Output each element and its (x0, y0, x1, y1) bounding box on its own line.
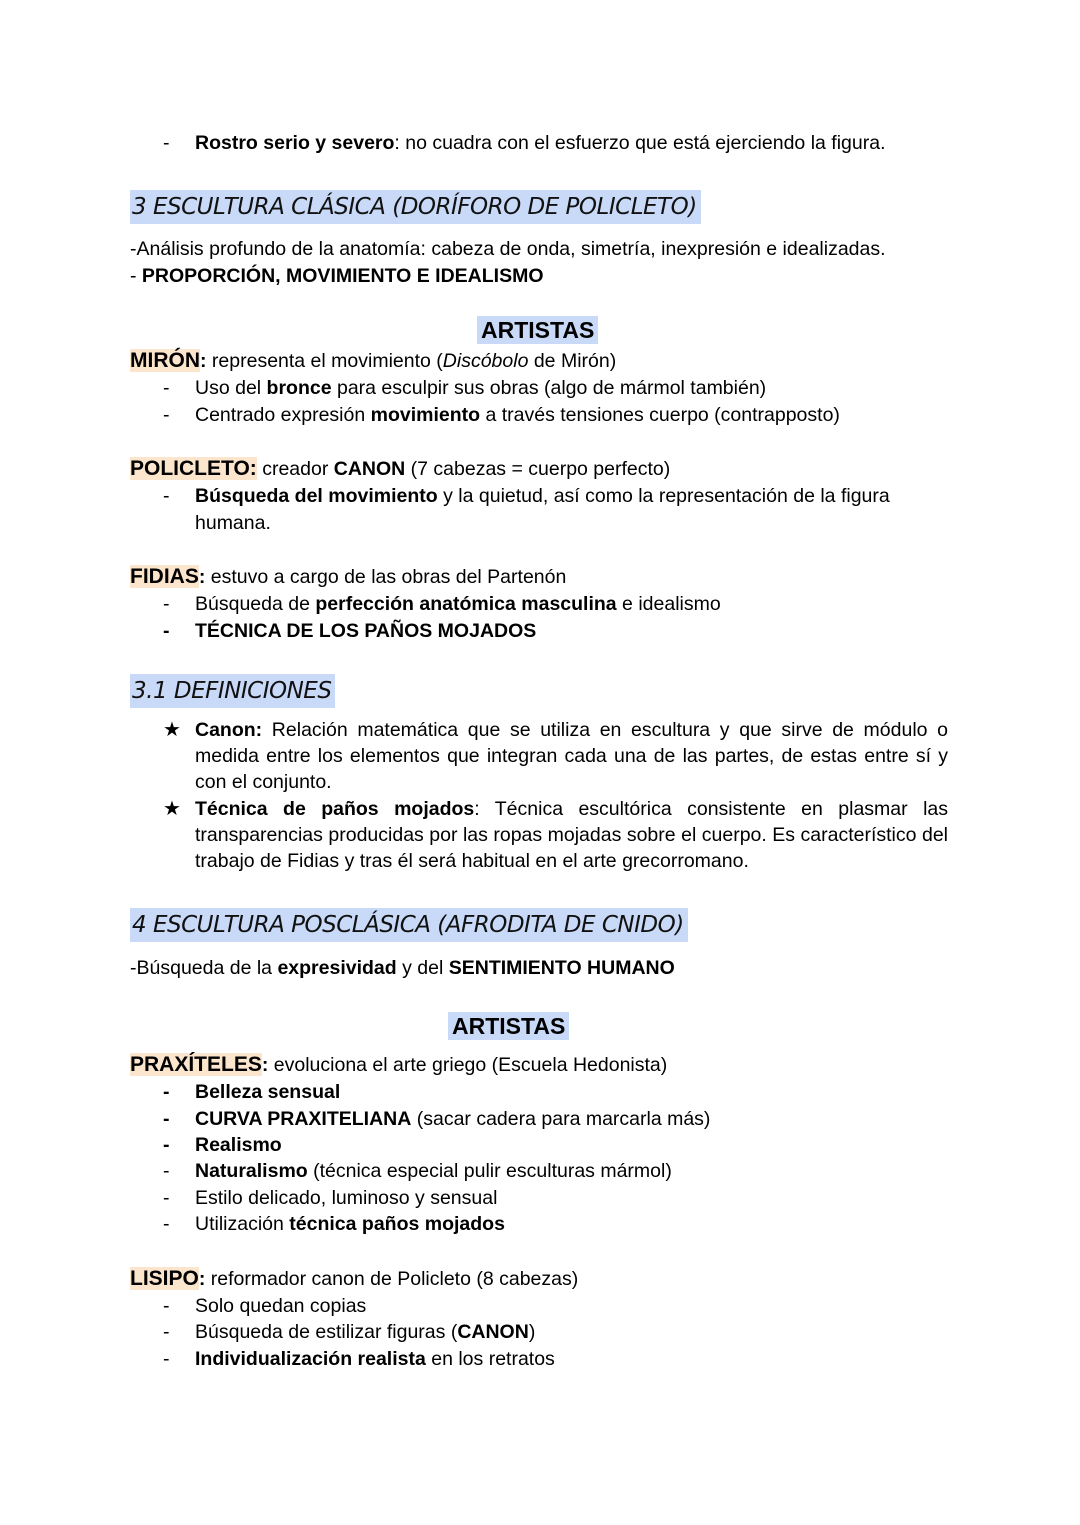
artist-miron: MIRÓN: representa el movimiento (Discóbolo de Mirón) (130, 349, 617, 372)
section-heading-3: 3 ESCULTURA CLÁSICA (DORÍFORO DE POLICLETO) (130, 190, 701, 224)
star-bullet-icon: ★ (163, 798, 181, 820)
artist-name: PRAXÍTELES (130, 1053, 262, 1076)
artist-lisipo: LISIPO: reformador canon de Policleto (8 cabezas) (130, 1267, 579, 1290)
artist-name: POLICLETO: (130, 457, 257, 480)
artist-name: FIDIAS (130, 565, 199, 588)
artists-heading: ARTISTAS (477, 316, 598, 344)
list-item-continuation: humana. (195, 512, 271, 534)
artist-praxiteles: PRAXÍTELES: evoluciona el arte griego (Escuela Hedonista) (130, 1053, 668, 1076)
section-heading-3-1: 3.1 DEFINICIONES (130, 674, 335, 708)
bullet-dash: - (163, 132, 170, 154)
artist-name: LISIPO (130, 1267, 199, 1290)
document-page: - Rostro serio y severo: no cuadra con el esfuerzo que está ejerciendo la figura. 3 ESCULTURA CLÁSICA (DORÍFORO DE POLICLETO) -Análisis profundo de la anatomía: cabeza de onda, simetría, inexpresión e idealizadas. - PROPORCIÓN, MOVIMIENTO E IDEALISMO ARTISTAS MIRÓN: representa el movimiento (Discóbolo de Mirón) - Uso del bronce para esculpir sus obras (algo de mármol también) - Centrado expresión movimiento a través tensiones cuerpo (contrapposto) POLICLETO: creador CANON (7 cabezas = cuerpo perfecto) - Búsqueda del movimiento y la quietud, así como la representación de la figura humana. FIDIAS: estuvo a cargo de las obras del Partenón - Búsqueda de perfección anatómica masculina e idealismo - TÉCNICA DE LOS PAÑOS MOJADOS 3.1 DEFINICIONES ★ Canon: Relación matemática que se utiliza en escultura y que sirve de módulo o medida entre los elementos que integran cada una de las partes, de estas entre sí y con el conjunto. ★ Técnica de paños mojados: Técnica escultórica consistente en plasmar las transparencias producidas por las ropas mojadas sobre el cuerpo. Es característico del trabajo de Fidias y tras él será habitual en el arte grecorromano. 4 ESCULTURA POSCLÁSICA (AFRODITA DE CNIDO) -Búsqueda de la expresividad y del SENTIMIENTO HUMANO ARTISTAS PRAXÍTELES: evoluciona el arte griego (Escuela Hedonista) - Belleza sensual - CURVA PRAXITELIANA (sacar cadera para marcarla más) - Realismo - Naturalismo (técnica especial pulir esculturas mármol) - Estilo delicado, luminoso y sensual - Utilización técnica paños mojados LISIPO: reformador canon de Policleto (8 cabezas) - Solo quedan copias - Búsqueda de estilizar figuras (CANON) - Individualización realista en los retratos (130, 132, 948, 1370)
definition-panos-mojados: Técnica de paños mojados: Técnica escultórica consistente en plasmar las transparencias producidas por las ropas mojadas sobre el cuerpo. Es característico del trabajo de Fidias y tras él será habitual en el arte grecorromano. (195, 798, 948, 872)
paragraph: -Análisis profundo de la anatomía: cabeza de onda, simetría, inexpresión e idealizadas. (130, 238, 886, 260)
paragraph: -Búsqueda de la expresividad y del SENTIMIENTO HUMANO (130, 957, 675, 979)
artists-heading: ARTISTAS (448, 1012, 569, 1040)
artist-policleto: POLICLETO: creador CANON (7 cabezas = cuerpo perfecto) (130, 457, 671, 480)
definition-canon: Canon: Relación matemática que se utiliza en escultura y que sirve de módulo o medida entre los elementos que integran cada una de las partes, de estas entre sí y con el conjunto. (195, 719, 948, 793)
star-bullet-icon: ★ (163, 719, 181, 741)
artist-fidias: FIDIAS: estuvo a cargo de las obras del Partenón (130, 565, 567, 588)
section-heading-4: 4 ESCULTURA POSCLÁSICA (AFRODITA DE CNIDO) (130, 908, 688, 942)
artist-name: MIRÓN (130, 349, 200, 372)
paragraph: - PROPORCIÓN, MOVIMIENTO E IDEALISMO (130, 265, 544, 287)
